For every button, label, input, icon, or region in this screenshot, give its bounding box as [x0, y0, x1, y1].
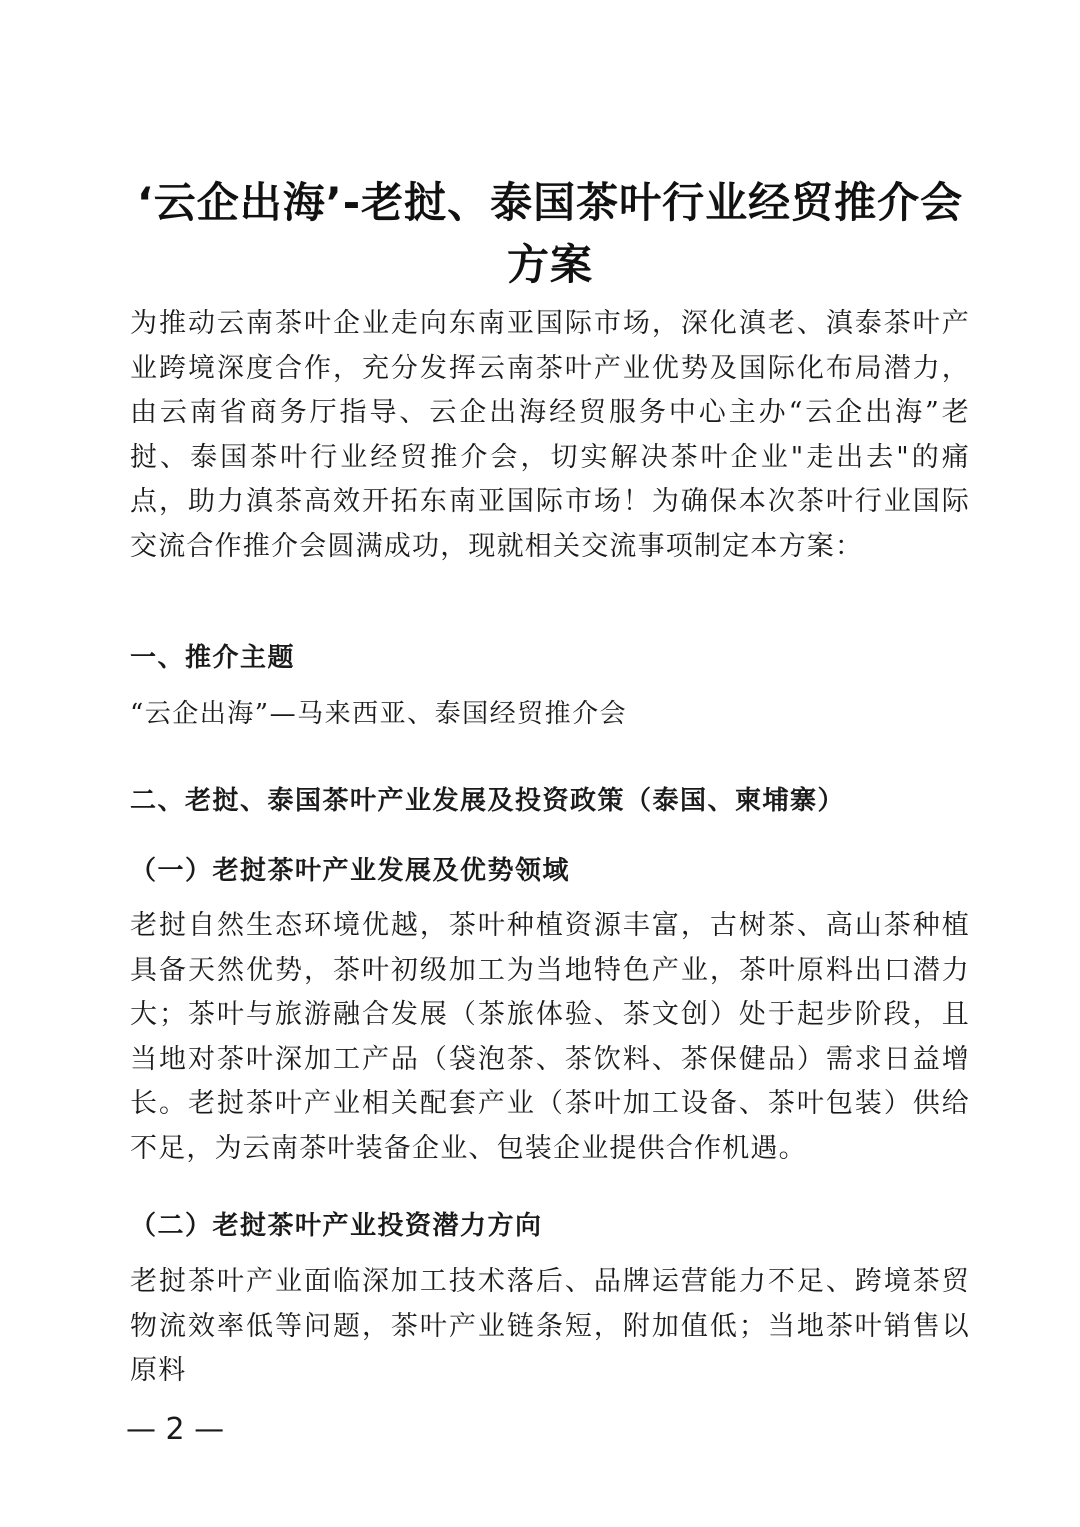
subsection-2-heading: （二）老挝茶叶产业投资潜力方向	[130, 1211, 543, 1241]
page-number: — 2 —	[126, 1412, 225, 1447]
section-2-heading: 二、老挝、泰国茶叶产业发展及投资政策（泰国、柬埔寨）	[130, 786, 846, 816]
subsection-1-heading: （一）老挝茶叶产业发展及优势领域	[130, 856, 571, 886]
section-1-content: “云企出海”—马来西亚、泰国经贸推介会	[130, 699, 628, 729]
section-1-heading: 一、推介主题	[130, 643, 296, 673]
document-title: ‘云企出海’-老挝、泰国茶叶行业经贸推介会方案	[136, 178, 964, 289]
subsection-1-content: 老挝自然生态环境优越，茶叶种植资源丰富，古树茶、高山茶种植具备天然优势，茶叶初级加工为当地特色产业，茶叶原料出口潜力大；茶叶与旅游融合发展（茶旅体验、茶文创）处于起步阶段，且当地对茶叶深加工产品（袋泡茶、茶饮料、茶保健品）需求日益增长。老挝茶叶产业相关配套产业（茶叶加工设备、茶叶包装）供给不足，为云南茶叶装备企业、包装企业提供合作机遇。	[130, 910, 970, 1164]
intro-paragraph: 为推动云南茶叶企业走向东南亚国际市场，深化滇老、滇泰茶叶产业跨境深度合作，充分发挥云南茶叶产业优势及国际化布局潜力，由云南省商务厅指导、云企出海经贸服务中心主办“云企出海”老挝、泰国茶叶行业经贸推介会，切实解决茶叶企业"走出去"的痛点，助力滇茶高效开拓东南亚国际市场！为确保本次茶叶行业国际交流合作推介会圆满成功，现就相关交流事项制定本方案：	[130, 308, 970, 562]
subsection-2-content: 老挝茶叶产业面临深加工技术落后、品牌运营能力不足、跨境茶贸物流效率低等问题，茶叶产业链条短，附加值低；当地茶叶销售以原料	[130, 1266, 970, 1386]
